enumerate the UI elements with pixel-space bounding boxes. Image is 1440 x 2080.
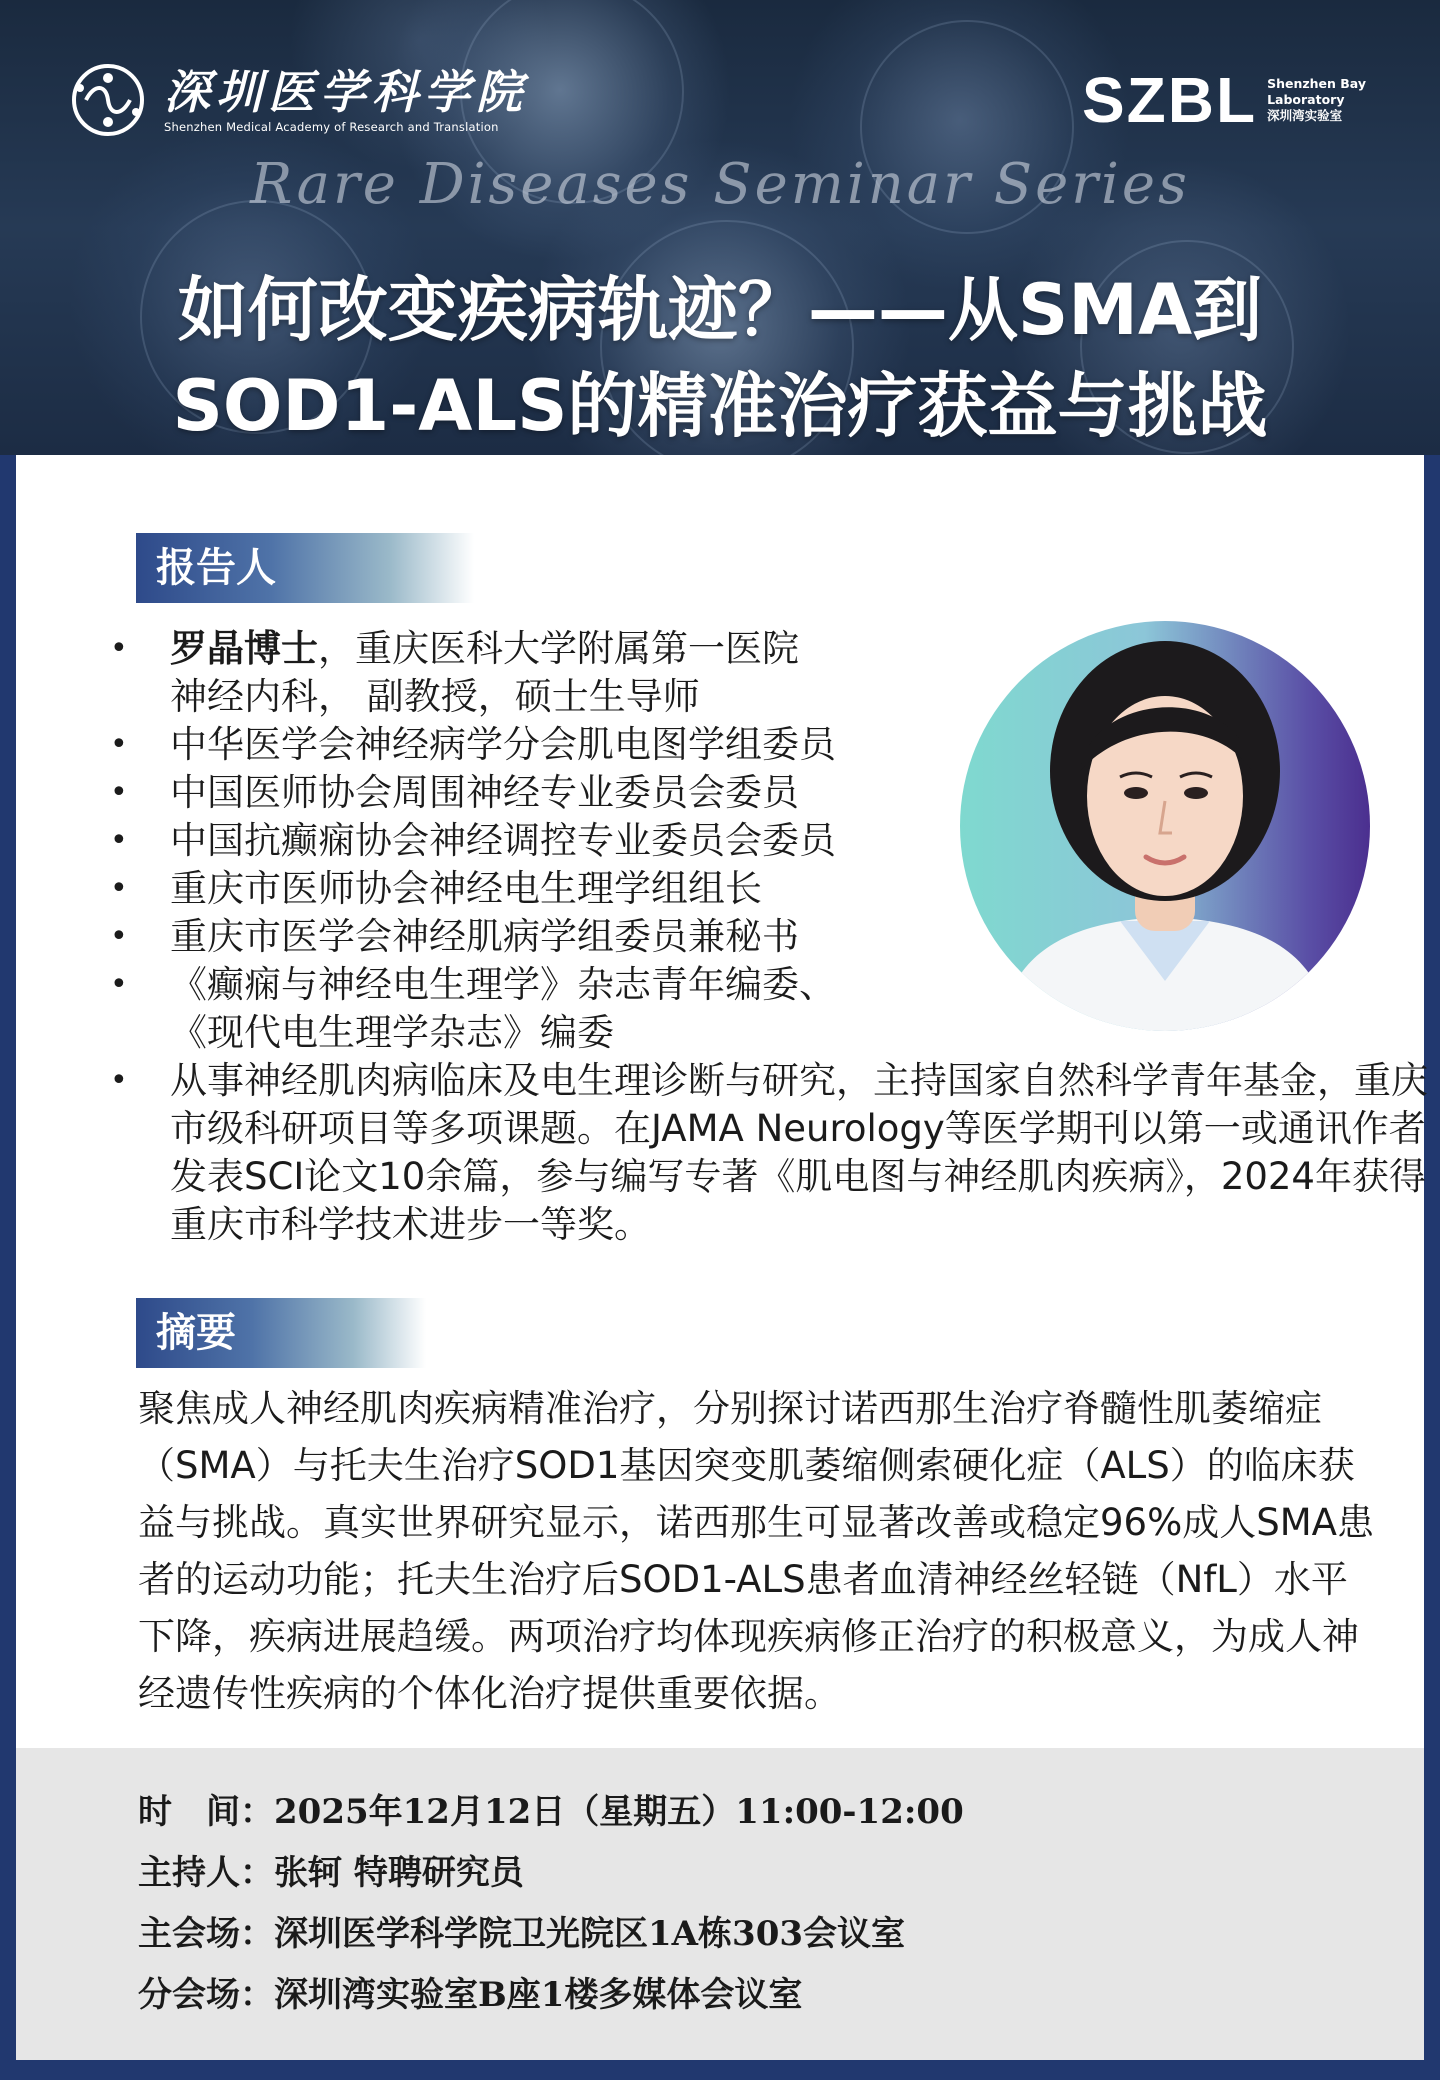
bio-item-journals: [96, 961, 990, 1057]
szbl-en-1: Shenzhen Bay: [1267, 76, 1366, 91]
sub-venue-value: 深圳湾实验室B座1楼多媒体会议室: [274, 1975, 803, 2015]
time-value: 2025年12月12日（星期五）11:00-12:00: [274, 1792, 964, 1832]
journal-line-2: 《现代电生理学杂志》编委: [170, 1011, 614, 1054]
content-panel: [16, 455, 1428, 1748]
series-title: Rare Diseases Seminar Series: [250, 152, 1190, 217]
logo-left-en: Shenzhen Medical Academy of Research and Translation: [164, 120, 499, 134]
seminar-title-line-1: 如何改变疾病轨迹？——从SMA到: [177, 269, 1263, 351]
main-venue-label: 主会场：: [138, 1914, 274, 1954]
bio-item: • 重庆市医师协会神经电生理学组组长: [96, 865, 990, 913]
seminar-title: [0, 262, 1440, 454]
speaker-affiliation-1: ，重庆医科大学附属第一医院: [318, 627, 799, 670]
szbl-logo: [1081, 64, 1366, 136]
time-row: [138, 1784, 964, 1833]
smart-logo: [66, 58, 528, 142]
seminar-title-line-2: SOD1-ALS的精准治疗获益与挑战: [172, 365, 1268, 447]
speaker-photo: [960, 621, 1370, 1031]
bio-item-name: [96, 625, 990, 721]
abstract-section-heading: 摘要: [136, 1298, 426, 1368]
bio-item-research: • 从事神经肌肉病临床及电生理诊断与研究，主持国家自然科学青年基金，重庆市级科研项目等多项课题。在JAMA Neurology等医学期刊以第一或通讯作者发表SCI论文10余篇，参与编写专著《肌电图与神经肌肉疾病》，2024年获得重庆市科学技术进步一等奖。: [96, 1057, 1440, 1249]
abstract-text: 聚焦成人神经肌肉疾病精准治疗，分别探讨诺西那生治疗脊髓性肌萎缩症（SMA）与托夫生治疗SOD1基因突变肌萎缩侧索硬化症（ALS）的临床获益与挑战。真实世界研究显示，诺西那生可显著改善或稳定96%成人SMA患者的运动功能；托夫生治疗后SOD1-ALS患者血清神经丝轻链（NfL）水平下降，疾病进展趋缓。两项治疗均体现疾病修正治疗的积极意义，为成人神经遗传性疾病的个体化治疗提供重要依据。: [138, 1387, 1374, 1715]
bio-item: • 重庆市医学会神经肌病学组委员兼秘书: [96, 913, 990, 961]
sub-venue-label: 分会场：: [138, 1975, 274, 2015]
speaker-portrait-image: [960, 621, 1370, 1031]
logo-left-cn: 深圳医学科学院: [164, 65, 528, 119]
host-value: 张轲 特聘研究员: [274, 1853, 524, 1893]
szbl-cn: 深圳湾实验室: [1267, 108, 1343, 123]
szbl-en-2: Laboratory: [1267, 92, 1345, 107]
journal-line-1: 《癫痫与神经电生理学》杂志青年编委、: [170, 963, 836, 1006]
bio-item: • 中国医师协会周围神经专业委员会委员: [96, 769, 990, 817]
main-venue-value: 深圳医学科学院卫光院区1A栋303会议室: [274, 1914, 906, 1954]
header-banner: [0, 0, 1440, 455]
szbl-abbr: SZBL: [1081, 64, 1258, 136]
host-label: 主持人：: [138, 1853, 274, 1893]
main-venue-row: [138, 1906, 905, 1955]
smart-logo-icon: [66, 58, 150, 142]
sub-venue-row: [138, 1967, 802, 2016]
host-row: [138, 1845, 524, 1894]
bio-item: • 中华医学会神经病学分会肌电图学组委员: [96, 721, 990, 769]
time-label: 时 间：: [138, 1792, 274, 1832]
speaker-affiliation-2: 神经内科， 副教授，硕士生导师: [170, 675, 700, 718]
speaker-name: 罗晶博士: [170, 627, 318, 670]
bio-item: • 中国抗癫痫协会神经调控专业委员会委员: [96, 817, 990, 865]
speaker-section-heading: 报告人: [136, 533, 474, 603]
event-info: [16, 1748, 1424, 2060]
